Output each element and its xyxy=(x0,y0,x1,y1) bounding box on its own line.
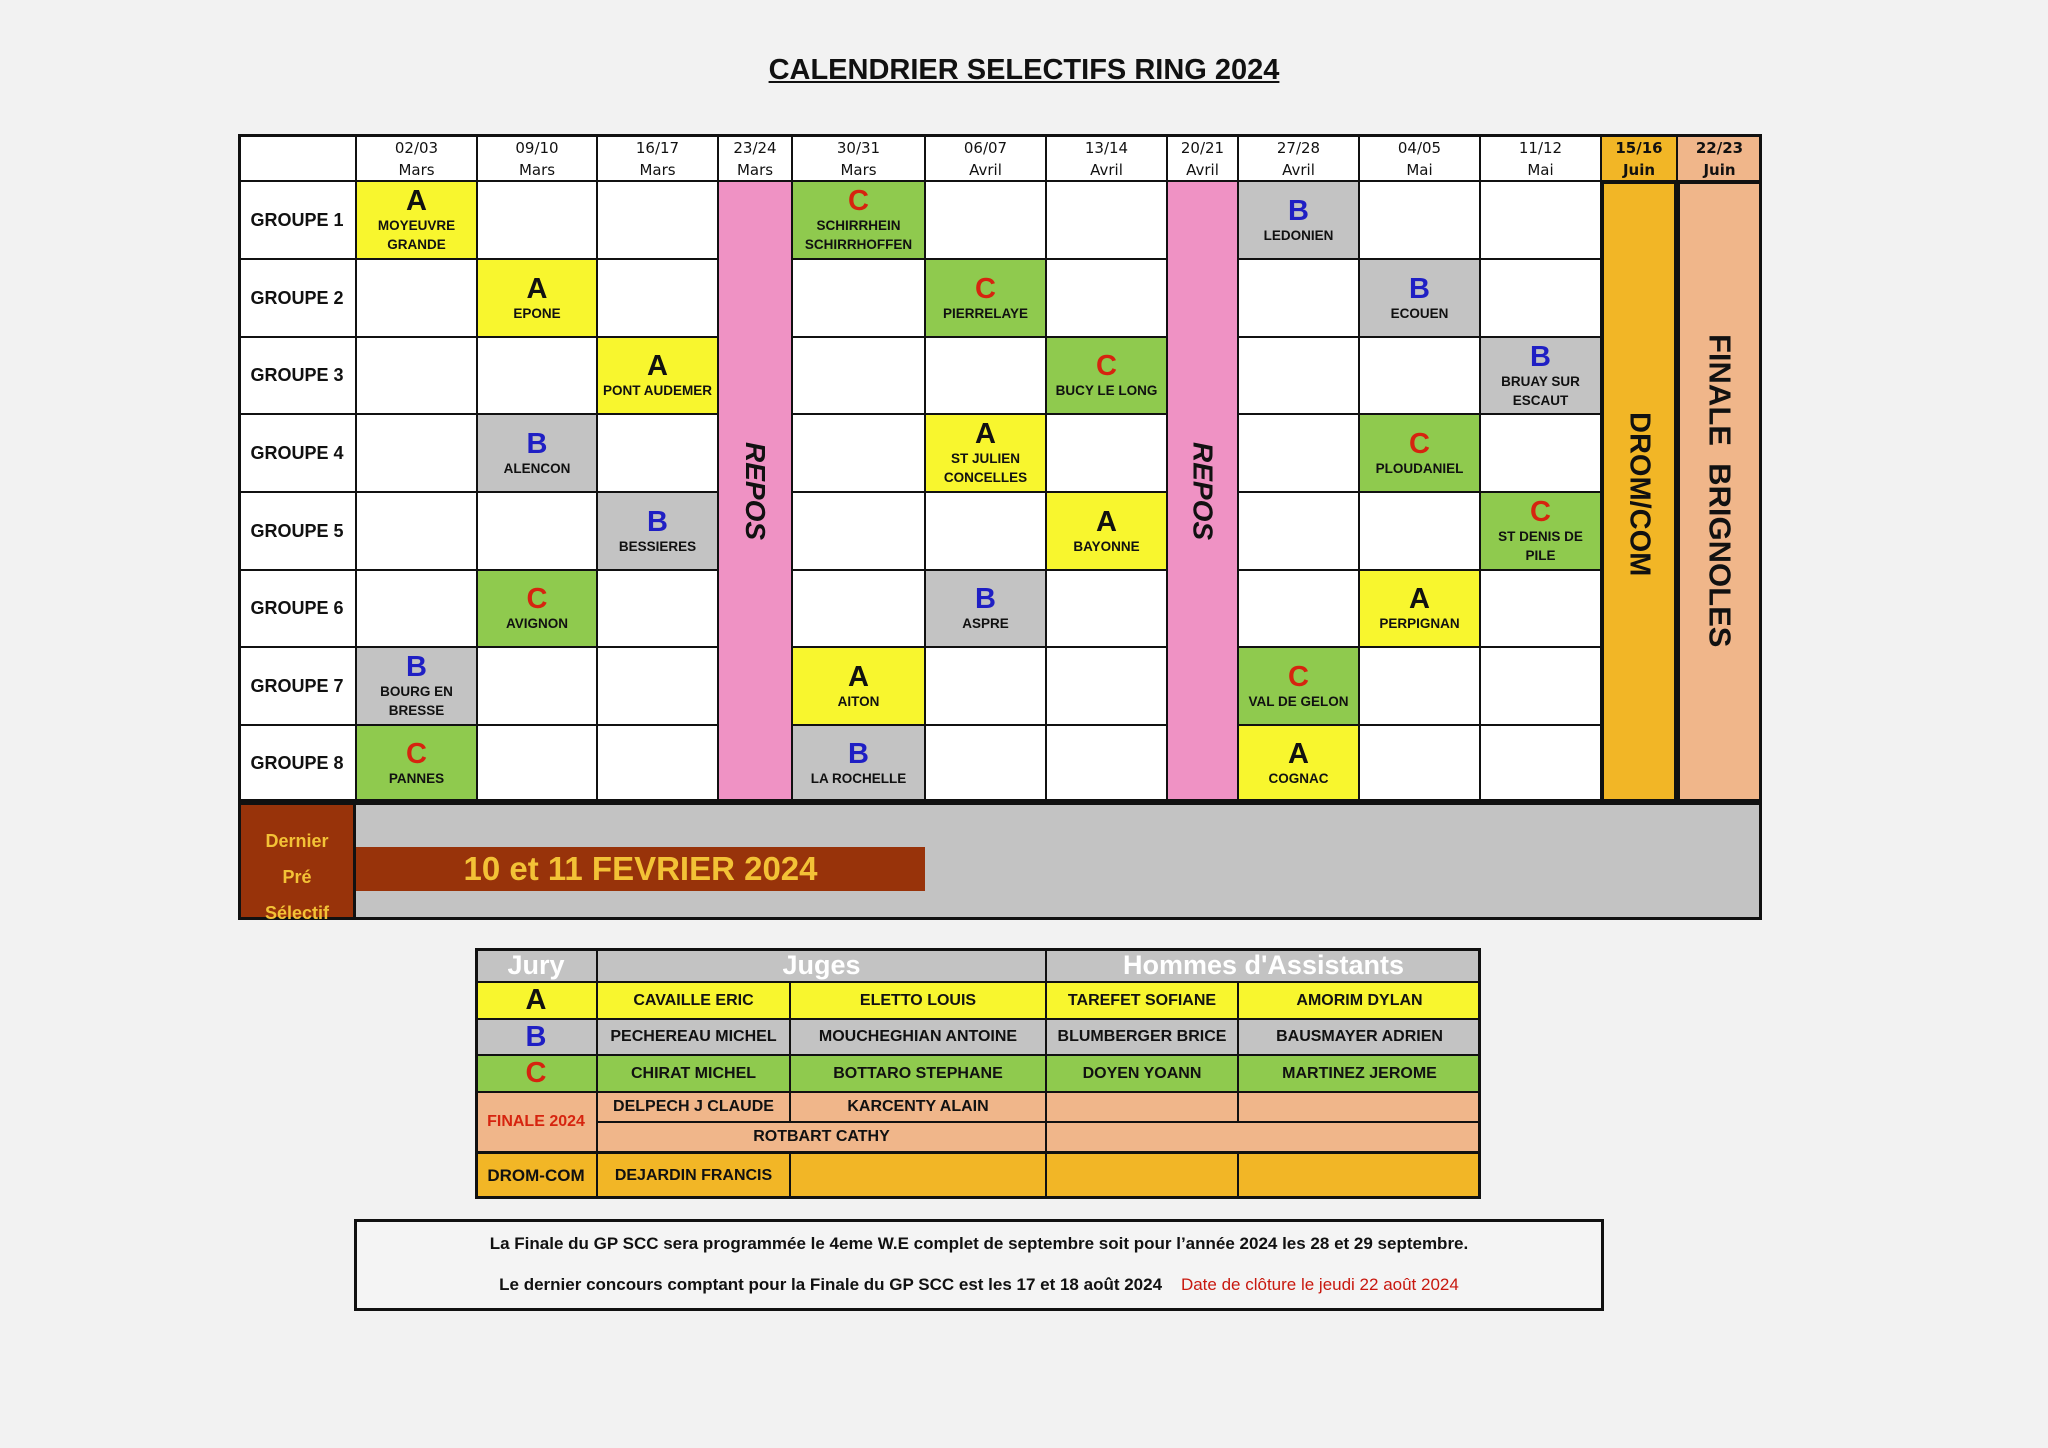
jury-name-cell: DELPECH J CLAUDE xyxy=(597,1092,790,1122)
jury-letter: B xyxy=(406,651,427,683)
jury-name-cell: DEJARDIN FRANCIS xyxy=(597,1152,790,1199)
jury-name-cell: PECHEREAU MICHEL xyxy=(597,1019,790,1055)
jury-letter: C xyxy=(1409,427,1430,460)
date-header: 13/14 Avril xyxy=(1046,134,1167,181)
pre-selectif-date: 10 et 11 FEVRIER 2024 xyxy=(356,847,925,891)
event-location: MOYEUVRE GRANDE xyxy=(377,218,456,252)
jury-table-border xyxy=(475,948,1481,1199)
event-location: ST JULIEN CONCELLES xyxy=(943,451,1028,485)
repos-label: REPOS xyxy=(1187,442,1219,541)
grid-outer-border xyxy=(238,134,1762,802)
date-header: 16/17 Mars xyxy=(597,134,718,181)
jury-letter: A xyxy=(1409,583,1430,615)
date-header: 15/16 Juin xyxy=(1601,134,1677,181)
date-header: 11/12 Mai xyxy=(1480,134,1601,181)
jury-letter: A xyxy=(1288,738,1309,770)
group-label: GROUPE 7 xyxy=(238,647,356,725)
date-header: 23/24 Mars xyxy=(718,134,792,181)
pre-selectif-label: Dernier Pré Sélectif xyxy=(238,802,356,920)
event-location: EPONE xyxy=(513,305,561,321)
jury-letter: B xyxy=(975,583,996,615)
event-location: COGNAC xyxy=(1268,771,1329,786)
event-location: BOURG EN BRESSE xyxy=(380,684,453,718)
jury-letter: C xyxy=(1530,496,1551,528)
group-label: GROUPE 5 xyxy=(238,492,356,570)
group-label: GROUPE 2 xyxy=(238,259,356,337)
jury-letter: B xyxy=(647,505,668,538)
date-header: 27/28 Avril xyxy=(1238,134,1359,181)
jury-row-label: B xyxy=(475,1019,597,1055)
date-header: 30/31 Mars xyxy=(792,134,925,181)
jury-letter: B xyxy=(848,738,869,770)
date-header: 09/10 Mars xyxy=(477,134,597,181)
event-location: PLOUDANIEL xyxy=(1375,460,1464,476)
event-location: BESSIERES xyxy=(618,538,697,554)
closing-date: Date de clôture le jeudi 22 août 2024 xyxy=(1180,1275,1459,1294)
notes-box xyxy=(354,1219,1604,1311)
jury-letter: C xyxy=(526,583,548,615)
drom-separator xyxy=(475,1151,1481,1154)
event-location: AVIGNON xyxy=(505,616,568,631)
jury-letter: B xyxy=(526,427,548,460)
group-label: GROUPE 8 xyxy=(238,725,356,802)
jury-name-cell: DOYEN YOANN xyxy=(1046,1055,1238,1092)
event-location: PONT AUDEMER xyxy=(602,383,712,398)
notes-line-1: La Finale du GP SCC sera programmée le 4eme W.E complet de septembre soit pour l’année 2024 les 28 et 29 septembre. xyxy=(489,1234,1469,1253)
jury-row-label: C xyxy=(475,1055,597,1092)
date-header: 04/05 Mai xyxy=(1359,134,1480,181)
jury-name-cell: MARTINEZ JEROME xyxy=(1238,1055,1481,1092)
event-location: VAL DE GELON xyxy=(1248,693,1349,709)
date-header: 22/23 Juin xyxy=(1677,134,1762,181)
jury-letter: B xyxy=(1288,194,1309,227)
event-location: SCHIRRHEIN SCHIRRHOFFEN xyxy=(804,218,913,252)
jury-letter: C xyxy=(1288,660,1309,693)
event-location: AITON xyxy=(837,693,880,709)
jury-name-cell: KARCENTY ALAIN xyxy=(790,1092,1046,1122)
date-header: 02/03 Mars xyxy=(356,134,477,181)
page-title: CALENDRIER SELECTIFS RING 2024 xyxy=(768,54,1280,86)
jury-letter: C xyxy=(406,738,427,770)
jury-name-cell: MOUCHEGHIAN ANTOINE xyxy=(790,1019,1046,1055)
event-location: PIERRELAYE xyxy=(942,305,1029,321)
finale-brignoles-label: FINALE BRIGNOLES xyxy=(1702,334,1738,648)
event-location: ALENCON xyxy=(503,460,571,476)
event-location: ECOUEN xyxy=(1390,305,1449,321)
event-location: ASPRE xyxy=(962,616,1009,631)
jury-name-cell: ROTBART CATHY xyxy=(597,1122,1046,1152)
event-location: PANNES xyxy=(388,771,445,786)
jury-letter: A xyxy=(1096,505,1117,538)
jury-name-cell: BLUMBERGER BRICE xyxy=(1046,1019,1238,1055)
jury-letter: A xyxy=(975,418,996,450)
jury-letter: C xyxy=(848,185,869,217)
jury-name-cell: AMORIM DYLAN xyxy=(1238,982,1481,1019)
group-label: GROUPE 3 xyxy=(238,337,356,414)
jury-letter: C xyxy=(1096,350,1117,382)
jury-letter: B xyxy=(1530,340,1551,373)
event-location: BUCY LE LONG xyxy=(1055,383,1158,398)
event-location: BAYONNE xyxy=(1073,538,1140,554)
notes-line-2: Le dernier concours comptant pour la Finale du GP SCC est les 17 et 18 août 2024 Date de clôture le jeudi 22 août 2024 xyxy=(499,1275,1459,1294)
jury-letter: A xyxy=(526,272,548,305)
jury-name-cell: CHIRAT MICHEL xyxy=(597,1055,790,1092)
group-label: GROUPE 6 xyxy=(238,570,356,647)
jury-name-cell: CAVAILLE ERIC xyxy=(597,982,790,1019)
jury-letter: C xyxy=(975,272,996,305)
date-header: 06/07 Avril xyxy=(925,134,1046,181)
jury-letter: A xyxy=(647,350,668,382)
drom-com-label: DROM-COM xyxy=(475,1152,597,1199)
event-location: PERPIGNAN xyxy=(1379,616,1460,631)
finale-2024-label: FINALE 2024 xyxy=(475,1092,597,1152)
jury-name-cell: BAUSMAYER ADRIEN xyxy=(1238,1019,1481,1055)
jury-name-cell: ELETTO LOUIS xyxy=(790,982,1046,1019)
jury-letter: A xyxy=(848,660,869,693)
event-location: LA ROCHELLE xyxy=(810,771,907,786)
event-location: LEDONIEN xyxy=(1263,227,1334,243)
event-location: ST DENIS DE PILE xyxy=(1498,529,1583,563)
jury-header: Jury xyxy=(475,948,597,982)
date-header: 20/21 Avril xyxy=(1167,134,1238,181)
hommes-header: Hommes d'Assistants xyxy=(1046,948,1481,982)
repos-label: REPOS xyxy=(740,442,771,541)
group-label: GROUPE 1 xyxy=(238,181,356,259)
jury-row-label: A xyxy=(475,982,597,1019)
juges-header: Juges xyxy=(597,948,1046,982)
jury-name-cell: BOTTARO STEPHANE xyxy=(790,1055,1046,1092)
jury-letter: B xyxy=(1409,272,1430,305)
event-location: BRUAY SUR ESCAUT xyxy=(1501,373,1580,408)
jury-name-cell: TAREFET SOFIANE xyxy=(1046,982,1238,1019)
group-label: GROUPE 4 xyxy=(238,414,356,492)
jury-letter: A xyxy=(406,185,427,217)
drom-com-label: DROM/COM xyxy=(1623,412,1656,577)
